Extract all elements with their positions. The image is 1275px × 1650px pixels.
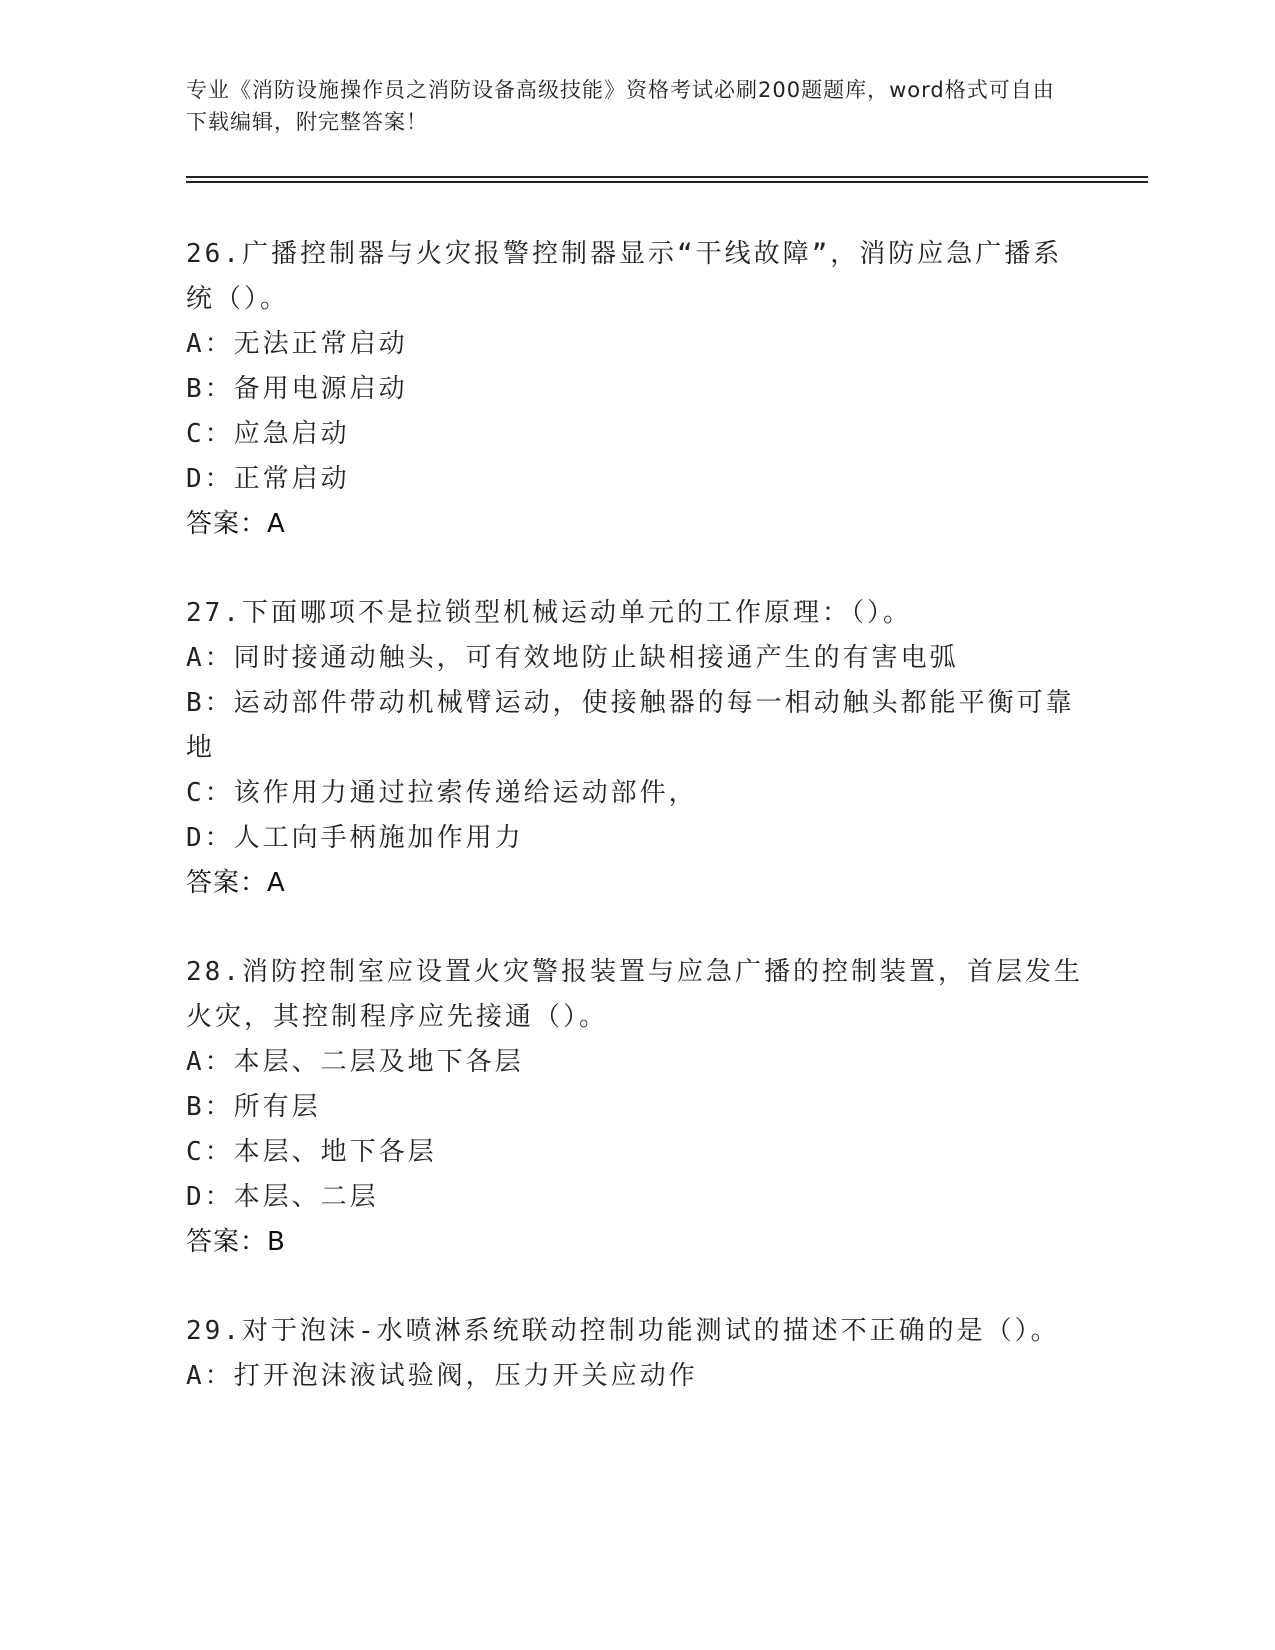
question-list (186, 232, 1086, 1443)
question-stem: 26.广播控制器与火灾报警控制器显示“干线故障”，消防应急广播系统（）。 (186, 239, 1063, 314)
question-stem: 27.下面哪项不是拉锁型机械运动单元的工作原理：（）。 (186, 598, 912, 628)
question-stem: 29.对于泡沫-水喷淋系统联动控制功能测试的描述不正确的是（）。 (186, 1316, 1060, 1346)
option-a: A：本层、二层及地下各层 (186, 1047, 524, 1077)
question-29 (186, 1309, 1086, 1399)
option-c: C：该作用力通过拉索传递给运动部件， (186, 778, 698, 808)
option-d: D：正常启动 (186, 464, 350, 494)
header-divider-top (186, 176, 1148, 178)
question-stem: 28.消防控制室应设置火灾警报装置与应急广播的控制装置，首层发生火灾，其控制程序应先接通（）。 (186, 957, 1083, 1032)
option-d: D：人工向手柄施加作用力 (186, 823, 524, 853)
option-a: A：同时接通动触头，可有效地防止缺相接通产生的有害电弧 (186, 643, 959, 673)
option-c: C：应急启动 (186, 419, 350, 449)
option-b: B：所有层 (186, 1092, 321, 1122)
question-28 (186, 950, 1086, 1265)
question-26 (186, 232, 1086, 547)
answer-label: 答案：B (186, 1227, 286, 1257)
option-d: D：本层、二层 (186, 1182, 379, 1212)
answer-label: 答案：A (186, 509, 286, 539)
question-27 (186, 591, 1086, 906)
answer-label: 答案：A (186, 868, 286, 898)
header-divider-bottom (186, 181, 1148, 183)
option-a: A：无法正常启动 (186, 329, 408, 359)
document-header: 专业《消防设施操作员之消防设备高级技能》资格考试必刷200题题库，word格式可自由下载编辑，附完整答案！ (186, 78, 1055, 134)
option-b: B：运动部件带动机械臂运动，使接触器的每一相动触头都能平衡可靠地 (186, 688, 1075, 763)
option-c: C：本层、地下各层 (186, 1137, 437, 1167)
option-b: B：备用电源启动 (186, 374, 408, 404)
option-a: A：打开泡沫液试验阀，压力开关应动作 (186, 1361, 698, 1391)
